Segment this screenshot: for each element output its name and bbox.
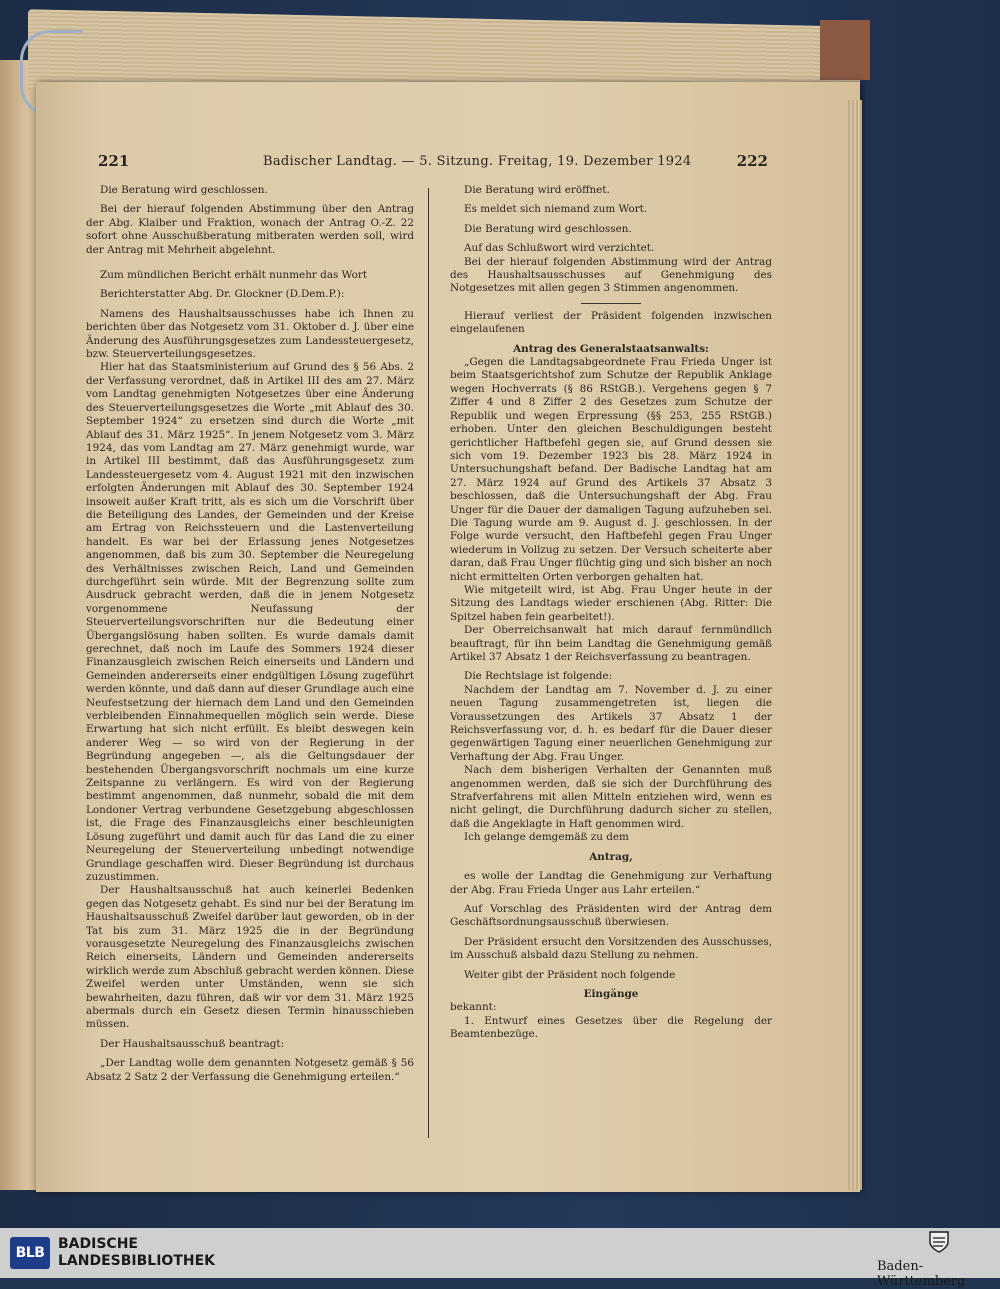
section-rule bbox=[581, 303, 641, 304]
section-heading: Antrag des Generalstaatsanwalts: bbox=[513, 342, 709, 355]
library-name-line2: LANDESBIBLIOTHEK bbox=[58, 1253, 216, 1269]
page-header bbox=[98, 152, 768, 174]
section-heading: Antrag, bbox=[589, 850, 633, 863]
column-divider bbox=[428, 188, 429, 1138]
paragraph: Der Haushaltsausschuß beantragt: bbox=[100, 1037, 285, 1050]
paragraph: Bei der hierauf folgenden Abstimmung über den Antrag der Abg. Klaiber und Fraktion, wonach der Antrag O.-Z. 22 sofort ohne Ausschußberatung mitberaten werden soll, wird der Antrag mit Mehrheit abgelehnt. bbox=[86, 203, 414, 256]
running-title: Badischer Landtag. — 5. Sitzung. Freitag, 19. Dezember 1924 bbox=[263, 154, 692, 169]
paragraph: Hierauf verliest der Präsident folgenden inzwischen eingelaufenen bbox=[450, 309, 772, 336]
paragraph: Bei der hierauf folgenden Abstimmung wird der Antrag des Haushaltsausschusses auf Genehmigung des Notgesetzes mit allen gegen 3 Stimmen angenommen. bbox=[450, 255, 772, 295]
section-heading: Eingänge bbox=[583, 987, 639, 1000]
paragraph: Der Haushaltsausschuß hat auch keinerlei Bedenken gegen das Notgesetz gehabt. Es sind nur bei der Beratung im Haushaltsausschuß Zweifel darüber laut geworden, ob in der Tat bis zum 31. März 1925 die in der Begründung vorausgesetzte Neuregelung des Finanzausgleichs zwischen Reich einerseits, Ländern und Gemeinden andererseits wirklich werde zum Abschluß gebracht werden können. Diese Zweifel werden unter Umständen, wenn sie sich bewahrheiten, dazu führen, daß wir vor dem 31. März 1925 abermals durch ein Gesetz diesen Termin hinausschieben müssen. bbox=[86, 884, 414, 1031]
paragraph: Wie mitgeteilt wird, ist Abg. Frau Unger heute in der Sitzung des Landtags wieder erschienen (Abg. Ritter: Die Spitzel haben fein gearbeitet!). bbox=[450, 583, 772, 623]
paragraph: Auf das Schlußwort wird verzichtet. bbox=[464, 242, 655, 255]
paragraph: Es meldet sich niemand zum Wort. bbox=[464, 203, 648, 216]
paragraph: Der Präsident ersucht den Vorsitzenden des Ausschusses, im Ausschuß alsbald dazu Stellung zu nehmen. bbox=[450, 935, 772, 962]
page-stack-edge bbox=[848, 100, 862, 1190]
paragraph: Nach dem bisherigen Verhalten der Genannten muß angenommen werden, daß sie sich der Durchführung des Strafverfahrens mit allen Mitteln entziehen wird, wenn es nicht gelingt, die Durchführung dadurch sicher zu stellen, daß die Angeklagte in Haft genommen wird. bbox=[450, 764, 772, 830]
paragraph: Die Beratung wird geschlossen. bbox=[100, 184, 268, 196]
page-number-right: 222 bbox=[736, 152, 768, 170]
paragraph: bekannt: bbox=[450, 1001, 497, 1014]
speaker-line: Berichterstatter Abg. Dr. Glockner (D.Dem.P.): bbox=[100, 288, 345, 301]
right-text-column bbox=[450, 184, 772, 1042]
list-item: 1. Entwurf eines Gesetzes über die Regelung der Beamtenbezüge. bbox=[450, 1014, 772, 1041]
coat-of-arms-icon bbox=[928, 1230, 950, 1254]
library-name-line1: BADISCHE bbox=[58, 1236, 138, 1252]
paragraph: Weiter gibt der Präsident noch folgende bbox=[464, 968, 676, 981]
blb-logo[interactable]: BLB bbox=[10, 1237, 50, 1269]
paragraph: Die Beratung wird eröffnet. bbox=[464, 184, 610, 196]
paragraph: Zum mündlichen Bericht erhält nunmehr das Wort bbox=[100, 269, 368, 282]
paragraph: Ich gelange demgemäß zu dem bbox=[464, 831, 629, 844]
quoted-motion: „Der Landtag wolle dem genannten Notgesetz gemäß § 56 Absatz 2 Satz 2 der Verfassung die Genehmigung erteilen.“ bbox=[86, 1057, 414, 1083]
state-name: Baden-Württemberg bbox=[877, 1259, 966, 1289]
library-name[interactable] bbox=[58, 1236, 215, 1270]
paragraph: es wolle der Landtag die Genehmigung zur Verhaftung der Abg. Frau Frieda Unger aus Lahr erteilen.“ bbox=[450, 870, 772, 896]
book-cover-corner bbox=[820, 20, 870, 80]
paragraph: „Gegen die Landtagsabgeordnete Frau Frieda Unger ist beim Staatsgerichtshof zum Schutze der Republik Anklage wegen Hochverrats (§ 86 RStGB.). Vergehens gegen § 7 Ziffer 4 und 8 Ziffer 2 des Gesetzes zum Schutze der Republik und wegen Erpressung (§§ 253, 255 RStGB.) erhoben. Unter den gleichen Beschuldigungen besteht gerichtlicher Haftbefehl gegen sie, auf Grund dessen sie sich vom 19. Dezember 1923 bis 28. März 1924 in Untersuchungshaft befand. Der Badische Landtag hat am 27. März 1924 auf Grund des Artikels 37 Absatz 3 beschlossen, daß die Untersuchungshaft der Abg. Frau Unger für die Dauer der damaligen Tagung aufzuheben sei. Die Tagung wurde am 9. August d. J. geschlossen. In der Folge wurde versucht, den Haftbefehl gegen Frau Unger wiederum in Vollzug zu setzen. Der Versuch scheiterte aber daran, daß Frau Unger flüchtig ging und sich bisher an noch nicht ermittelten Orten verborgen gehalten hat. bbox=[450, 356, 772, 583]
facing-page-edge bbox=[0, 60, 38, 1190]
paragraph: Hier hat das Staatsministerium auf Grund des § 56 Abs. 2 der Verfassung verordnet, daß in Artikel III des am 27. März vom Landtag genehmigten Notgesetzes über eine Änderung des Steuerverteilungsgesetzes die Worte „mit Ablauf des 30. September 1924“ zu ersetzen sind durch die Worte „mit Ablauf des 31. März 1925“. In jenem Notgesetz vom 3. März 1924, das vom Landtag am 27. März genehmigt wurde, war in Artikel III bestimmt, daß das Ausführungsgesetz zum Landessteuergesetz vom 4. August 1921 mit den inzwischen erfolgten Änderungen mit Ablauf des 30. September 1924 insoweit außer Kraft tritt, als es sich um die Vorschrift über die Beteiligung des Landes, der Gemeinden und der Kreise am Ertrag von Reichssteuern und die Lastenverteilung handelt. Es war bei der Erlassung jenes Notgesetzes angenommen, daß bis zum 30. September die Neuregelung des Verhältnisses zwischen Reich, Land und Gemeinden durchgeführt sein würde. Mit der Begrenzung sollte zum Ausdruck gebracht werden, daß die in jenem Notgesetz vorgenommene Neufassung der Steuerverteilungsvorschriften nur die Bedeutung einer Übergangslösung haben sollten. Es wurde damals damit gerechnet, daß noch im Laufe des Sommers 1924 dieser Finanzausgleich zwischen Reich einerseits und Ländern und Gemeinden andererseits einer endgültigen Lösung zugeführt werden könnte, und daß dann auf dieser Grundlage auch eine Neufestsetzung der hiernach dem Land und den Gemeinden verbleibenden Einnahmequellen möglich sein werde. Diese Erwartung hat sich nicht erfüllt. Es bleibt deswegen kein anderer Weg — so wird von der Regierung in der Begründung angegeben —, als die Geltungsdauer der bestehenden Übergangsvorschrift nochmals um eine kurze Zeitspanne zu verlängern. Es wird von der Regierung bestimmt angenommen, daß nunmehr, sobald die mit dem Londoner Vertrag verbundene Gesetzgebung abgeschlossen ist, die Frage des Finanzausgleichs einer beschleunigten Lösung zugeführt und damit auch für das Land die zu einer Neuregelung der Steuerverteilung unbedingt notwendige Grundlage geschaffen wird. Dieser Begründung ist durchaus zuzustimmen. bbox=[86, 361, 414, 883]
page-number-left: 221 bbox=[98, 152, 130, 170]
paragraph: Namens des Haushaltsausschusses habe ich Ihnen zu berichten über das Notgesetz vom 31. Oktober d. J. über eine Änderung des Ausführungsgesetzes zum Landessteuergesetz, bzw. Steuerverteilungsgesetzes. bbox=[86, 307, 414, 361]
paragraph: Auf Vorschlag des Präsidenten wird der Antrag dem Geschäftsordnungsausschuß überwiesen. bbox=[450, 902, 772, 929]
left-text-column bbox=[86, 184, 414, 1084]
paragraph: Die Rechtslage ist folgende: bbox=[464, 670, 613, 683]
paragraph: Die Beratung wird geschlossen. bbox=[464, 222, 632, 235]
paragraph: Der Oberreichsanwalt hat mich darauf fernmündlich beauftragt, für ihn beim Landtag die Genehmigung gemäß Artikel 37 Absatz 1 der Reichsverfassung zu beantragen. bbox=[450, 624, 772, 663]
paragraph: Nachdem der Landtag am 7. November d. J. zu einer neuen Tagung zusammengetreten ist, liegen die Voraussetzungen des Artikels 37 Absatz 1 der Reichsverfassung vor, d. h. es bedarf für die Dauer dieser gegenwärtigen Tagung einer neuerlichen Genehmigung zur Verhaftung der Abg. Frau Unger. bbox=[450, 683, 772, 763]
